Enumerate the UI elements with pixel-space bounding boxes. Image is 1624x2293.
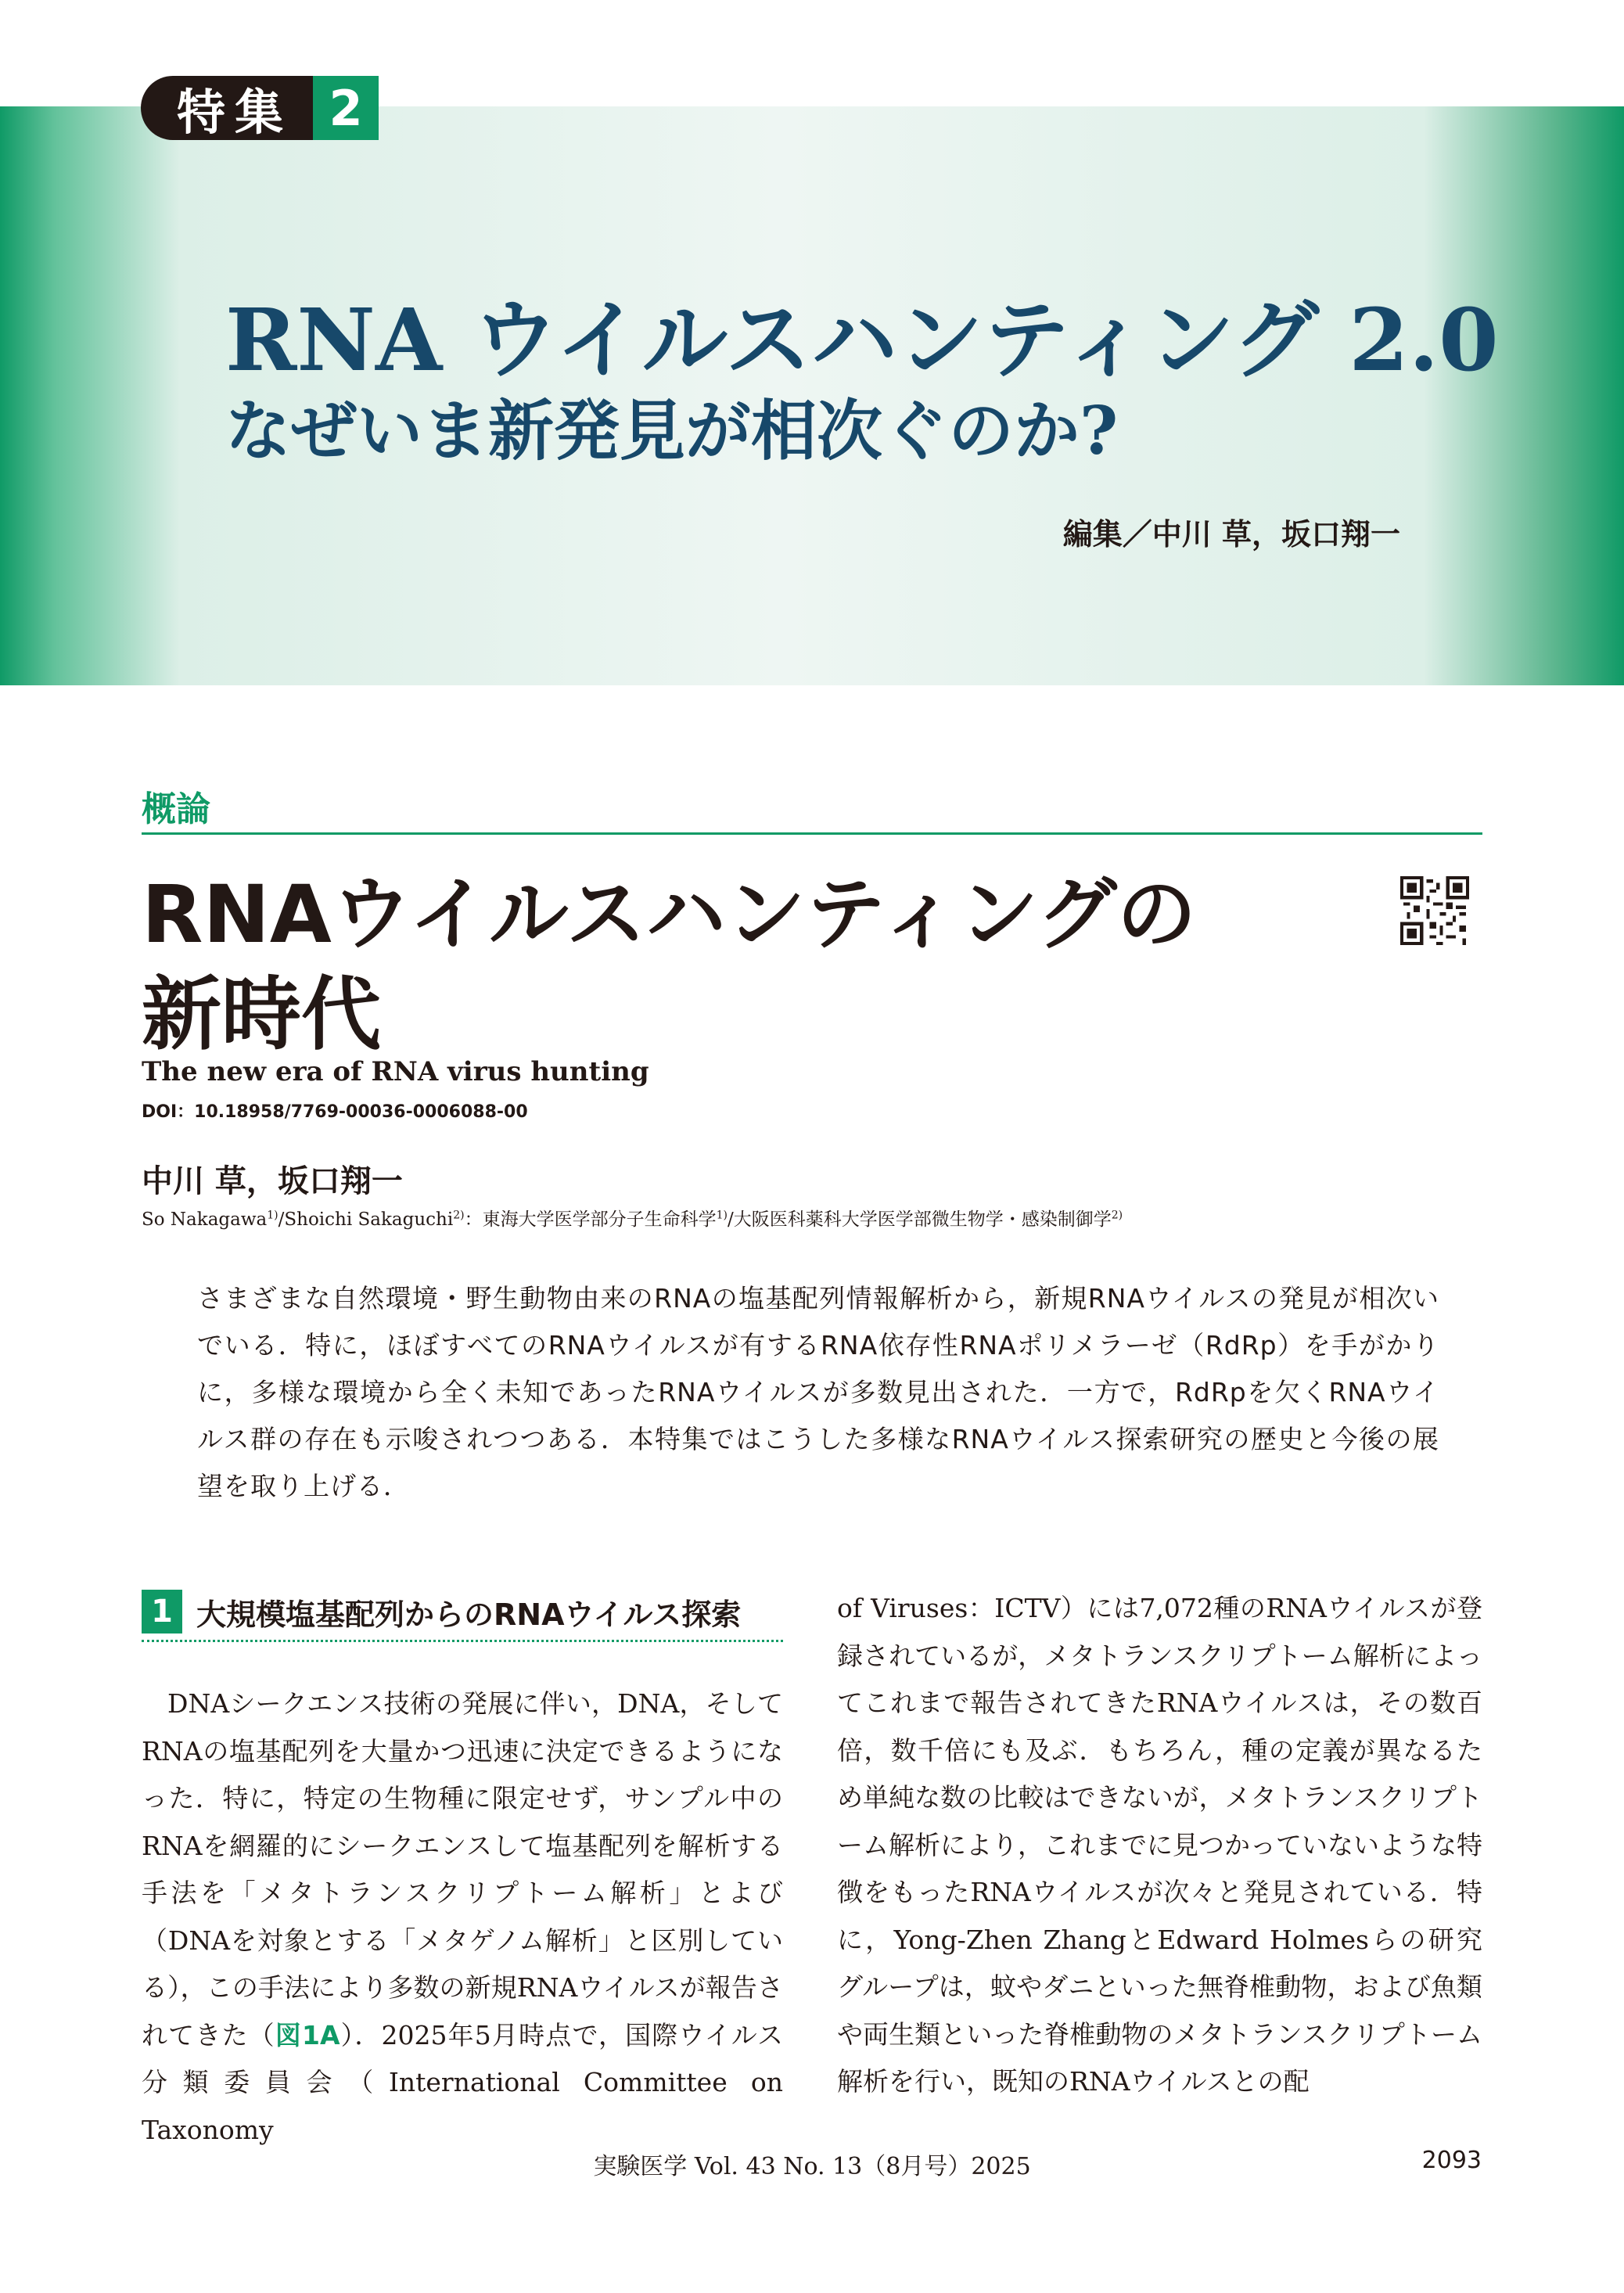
institution1-sup: 1) bbox=[716, 1209, 728, 1222]
body-left-part2: ）．2025年5月時点で，国際ウイルス分類委員会（International Committee on Taxonomy bbox=[142, 2019, 783, 2145]
special-title-line2: なぜいま新発見が相次ぐのか? bbox=[225, 391, 1119, 469]
special-feature-label: 特集 bbox=[141, 76, 313, 140]
figure-1a-link[interactable]: 図1A bbox=[275, 2019, 340, 2050]
section-title: 大規模塩基配列からのRNAウイルス探索 bbox=[196, 1597, 742, 1632]
footer-journal: 実験医学 Vol. 43 No. 13（8月号）2025 bbox=[593, 2153, 1031, 2180]
author1-sup: 1) bbox=[267, 1209, 278, 1222]
category-divider bbox=[142, 832, 1482, 835]
affil-separator-2: / bbox=[727, 1209, 734, 1230]
special-feature-number: 2 bbox=[313, 76, 379, 140]
qr-code-icon[interactable] bbox=[1400, 876, 1469, 945]
author2-sup: 2) bbox=[453, 1209, 465, 1222]
page-number: 2093 bbox=[1421, 2147, 1482, 2174]
abstract: さまざまな自然環境・野生動物由来のRNAの塩基配列情報解析から，新規RNAウイルスの発見が相次いでいる．特に，ほぼすべてのRNAウイルスが有するRNA依存性RNAポリメラーゼ（RdRp）を手がかりに，多様な環境から全く未知であったRNAウイルスが多数見出された．一方で，RdRpを欠くRNAウイルス群の存在も示唆されつつある．本特集ではこうした多様なRNAウイルス探索研究の歴史と今後の展望を取り上げる． bbox=[197, 1283, 1439, 1501]
doi: DOI：10.18958/7769-00036-0006088-00 bbox=[142, 1102, 528, 1122]
body-column-left bbox=[142, 1680, 783, 2154]
author1-romanized: So Nakagawa bbox=[142, 1209, 268, 1230]
english-title: The new era of RNA virus hunting bbox=[142, 1056, 649, 1087]
article-title bbox=[142, 865, 1315, 1066]
special-feature-tag bbox=[141, 72, 379, 144]
body-column-right: of Viruses：ICTV）には7,072種のRNAウイルスが登録されているが，メタトランスクリプトーム解析によってこれまで報告されてきたRNAウイルスは，その数百倍，数千倍にも及ぶ．もちろん，種の定義が異なるため単純な数の比較はできないが，メタトランスクリプトーム解析により，これまでに見つかっていないような特徴をもったRNAウイルスが次々と発見されている．特に，Yong-Zhen ZhangとEdward Holmesらの研究グループは，蚊やダニといった無脊椎動物，および魚類や両生類といった脊椎動物のメタトランスクリプトーム解析を行い，既知のRNAウイルスとの配 bbox=[837, 1593, 1482, 2097]
article-title-line1: RNAウイルスハンティングの bbox=[142, 868, 1197, 961]
affil-colon: ： bbox=[464, 1209, 483, 1230]
affiliation bbox=[142, 1205, 1123, 1231]
editors-credit: 編集／中川 草，坂口翔一 bbox=[1062, 517, 1400, 552]
institution2-sup: 2) bbox=[1111, 1209, 1123, 1222]
institution2: 大阪医科薬科大学医学部微生物学・感染制御学 bbox=[733, 1209, 1112, 1230]
section-1-heading bbox=[142, 1588, 783, 1635]
article-category: 概論 bbox=[142, 789, 210, 829]
section-dotted-rule bbox=[142, 1640, 783, 1642]
article-title-line2: 新時代 bbox=[142, 969, 381, 1062]
special-title-line1: RNA ウイルスハンティング 2.0 bbox=[225, 289, 1499, 390]
section-number: 1 bbox=[142, 1590, 182, 1633]
institution1: 東海大学医学部分子生命科学 bbox=[482, 1209, 717, 1230]
body-left-part1: DNAシークエンス技術の発展に伴い，DNA，そしてRNAの塩基配列を大量かつ迅速に決定できるようになった．特に，特定の生物種に限定せず，サンプル中のRNAを網羅的にシークエンスして塩基配列を解析する手法を「メタトランスクリプトーム解析」とよび（DNAを対象とする「メタゲノム解析」と区別している），この手法により多数の新規RNAウイルスが報告されてきた（ bbox=[142, 1688, 783, 2050]
authors: 中川 草，坂口翔一 bbox=[142, 1163, 403, 1199]
author2-romanized: Shoichi Sakaguchi bbox=[284, 1209, 454, 1230]
special-feature-title bbox=[225, 291, 1499, 469]
affil-separator: / bbox=[278, 1209, 285, 1230]
